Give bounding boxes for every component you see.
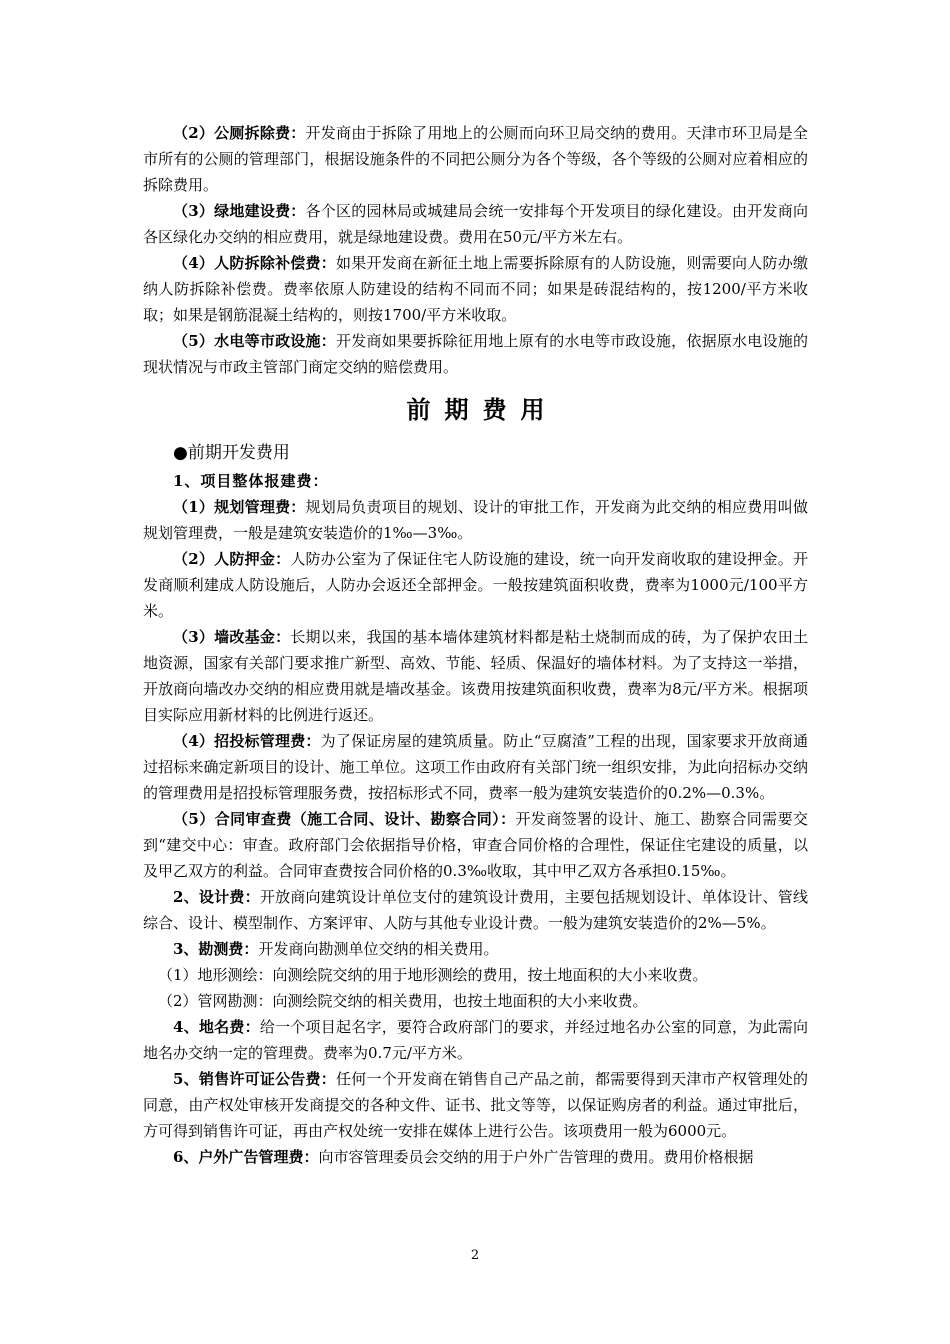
paragraph-wall-reform-fund <box>143 624 808 728</box>
page-title: 前期费用 <box>406 396 559 424</box>
term-body: 给一个项目起名字，要符合政府部门的要求，并经过地名办公室的同意，为此需向地名办交纳一定的管理费。费率为0.7元/平方米。 <box>143 1018 808 1062</box>
paragraph-survey-fee <box>143 936 808 962</box>
term-body: 长期以来，我国的基本墙体建筑材料都是粘土烧制而成的砖，为了保护农田土地资源，国家有关部门要求推广新型、高效、节能、轻质、保温好的墙体材料。为了支持这一举措，开放商向墙改办交纳的相应费用就是墙改基金。该费用按建筑面积收费，费率为8元/平方米。根据项目实际应用新材料的比例进行返还。 <box>143 628 808 724</box>
term-body: 向市容管理委员会交纳的用于户外广告管理的费用。费用价格根据 <box>318 1148 754 1166</box>
paragraph-civil-defense-deposit <box>143 546 808 624</box>
term-body: 规划局负责项目的规划、设计的审批工作，开发商为此交纳的相应费用叫做规划管理费，一般是建筑安装造价的1‰—3‰。 <box>143 498 808 542</box>
paragraph-outdoor-ad-fee <box>143 1144 808 1170</box>
term-heading: （4）人防拆除补偿费： <box>173 254 336 272</box>
term-body: 开发商如果要拆除征用地上原有的水电等市政设施，依据原水电设施的现状情况与市政主管部门商定交纳的赔偿费用。 <box>143 332 808 376</box>
term-heading: 3、勘测费： <box>173 940 259 958</box>
paragraph-planning-fee <box>143 494 808 546</box>
paragraph-contract-review-fee <box>143 806 808 884</box>
paragraph-bidding-fee <box>143 728 808 806</box>
paragraph-civil-defense-fee <box>143 250 808 328</box>
term-heading: （3）墙改基金： <box>173 628 291 646</box>
term-body: 如果开发商在新征土地上需要拆除原有的人防设施，则需要向人防办缴纳人防拆除补偿费。费率依原人防建设的结构不同而不同；如果是砖混结构的，按1200/平方米收取；如果是钢筋混凝土结构的，则按1700/平方米收取。 <box>143 254 808 324</box>
subsection-heading: 1、项目整体报建费： <box>173 472 329 490</box>
term-heading: 6、户外广告管理费： <box>173 1148 319 1166</box>
term-body: 为了保证房屋的建筑质量。防止“豆腐渣”工程的出现，国家要求开放商通过招标来确定新项目的设计、施工单位。这项工作由政府有关部门统一组织安排，为此向招标办交纳的管理费用是招投标管理服务费，按招标形式不同，费率一般为建筑安装造价的0.2%—0.3%。 <box>143 732 808 802</box>
paragraph-toilet-fee <box>143 120 808 198</box>
term-heading: （3）绿地建设费： <box>173 202 306 220</box>
paragraph-green-fee <box>143 198 808 250</box>
term-body: 开放商向建筑设计单位支付的建筑设计费用，主要包括规划设计、单体设计、管线综合、设计、模型制作、方案评审、人防与其他专业设计费。一般为建筑安装造价的2%—5%。 <box>143 888 808 932</box>
term-body: 任何一个开发商在销售自己产品之前，都需要得到天津市产权管理处的同意，由产权处审核开发商提交的各种文件、证书、批文等等，以保证购房者的利益。通过审批后，方可得到销售许可证，再由产权处统一安排在媒体上进行公告。该项费用一般为6000元。 <box>143 1070 808 1140</box>
term-body: 开发商签署的设计、施工、勘察合同需要交到“建交中心：审查。政府部门会依据指导价格，审查合同价格的合理性，保证住宅建设的质量，以及甲乙双方的利益。合同审查费按合同价格的0.3‰收取，其中甲乙双方各承担0.15‰。 <box>143 810 808 880</box>
term-heading: （5）水电等市政设施： <box>173 332 336 350</box>
list-item-terrain-survey: （1）地形测绘：向测绘院交纳的用于地形测绘的费用，按土地面积的大小来收费。 <box>158 966 708 984</box>
term-heading: 4、地名费： <box>173 1018 260 1036</box>
term-heading: （4）招投标管理费： <box>173 732 321 750</box>
term-body: 各个区的园林局或城建局会统一安排每个开发项目的绿化建设。由开发商向各区绿化办交纳的相应费用，就是绿地建设费。费用在50元/平方米左右。 <box>143 202 808 246</box>
term-heading: （5）合同审查费（施工合同、设计、勘察合同）： <box>173 810 516 828</box>
term-heading: （2）人防押金： <box>173 550 291 568</box>
paragraph-utilities-fee <box>143 328 808 380</box>
term-heading: 5、销售许可证公告费： <box>173 1070 336 1088</box>
term-heading: 2、设计费： <box>173 888 260 906</box>
term-body: 开发商由于拆除了用地上的公厕而向环卫局交纳的费用。天津市环卫局是全市所有的公厕的管理部门，根据设施条件的不同把公厕分为各个等级，各个等级的公厕对应着相应的拆除费用。 <box>143 124 808 194</box>
term-body: 开发商向勘测单位交纳的相关费用。 <box>258 940 499 958</box>
paragraph-naming-fee <box>143 1014 808 1066</box>
term-body: 人防办公室为了保证住宅人防设施的建设，统一向开发商收取的建设押金。开发商顺利建成人防设施后，人防办会返还全部押金。一般按建筑面积收费，费率为1000元/100平方米。 <box>143 550 808 620</box>
list-item-pipeline-survey: （2）管网勘测：向测绘院交纳的相关费用，也按土地面积的大小来收费。 <box>158 992 648 1010</box>
term-heading: （2）公厕拆除费： <box>173 124 306 142</box>
paragraph-sales-license-fee <box>143 1066 808 1144</box>
section-heading: ●前期开发费用 <box>173 443 290 463</box>
term-heading: （1）规划管理费： <box>173 498 306 516</box>
page-number: 2 <box>470 1248 480 1263</box>
page-content <box>143 120 808 1170</box>
paragraph-design-fee <box>143 884 808 936</box>
